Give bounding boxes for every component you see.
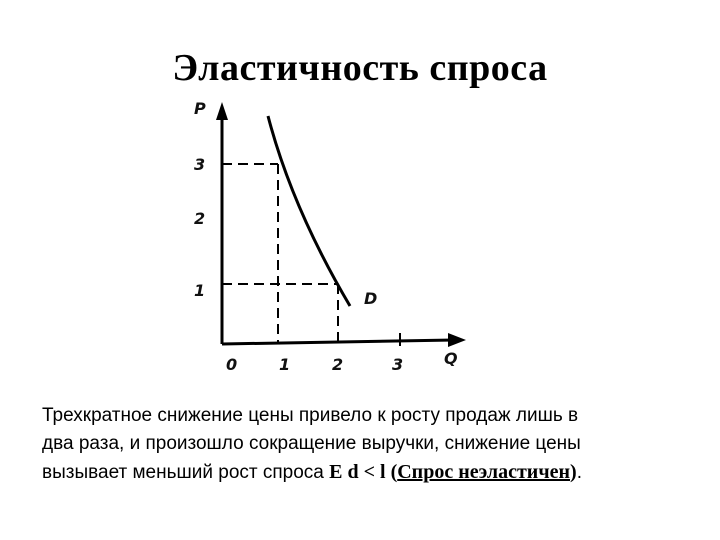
p-tick-2: 2 — [194, 209, 206, 228]
q-axis-arrow — [448, 333, 466, 347]
q-tick-2: 2 — [332, 355, 344, 374]
final-period: . — [576, 462, 582, 483]
demand-inelastic-verdict: Спрос неэластичен — [397, 461, 571, 483]
p-tick-3: 3 — [194, 155, 206, 174]
p-axis-label: P — [194, 99, 206, 118]
explanation-line-3 — [42, 458, 692, 487]
origin-label: 0 — [226, 355, 238, 374]
q-tick-3: 3 — [392, 355, 404, 374]
p-tick-1: 1 — [194, 281, 206, 300]
demand-diagram-svg — [180, 90, 480, 390]
explanation-line-1: Трехкратное снижение цены привело к росту продаж лишь в — [42, 405, 579, 426]
open-paren: ( — [385, 461, 398, 483]
elasticity-formula: E d < l — [329, 461, 386, 483]
q-tick-1: 1 — [279, 355, 291, 374]
close-paren: ) — [570, 461, 577, 483]
demand-diagram — [180, 90, 480, 390]
demand-curve-label: D — [364, 289, 378, 308]
q-axis-label: Q — [444, 349, 458, 368]
explanation-text — [42, 402, 692, 487]
slide-title: Эластичность спроса — [172, 47, 548, 89]
p-axis-arrow — [216, 102, 228, 120]
explanation-line-2: два раза, и произошло сокращение выручки, снижение цены — [42, 433, 581, 454]
demand-curve — [268, 116, 350, 306]
explanation-line-3-text: вызывает меньший рост спроса — [42, 462, 330, 483]
